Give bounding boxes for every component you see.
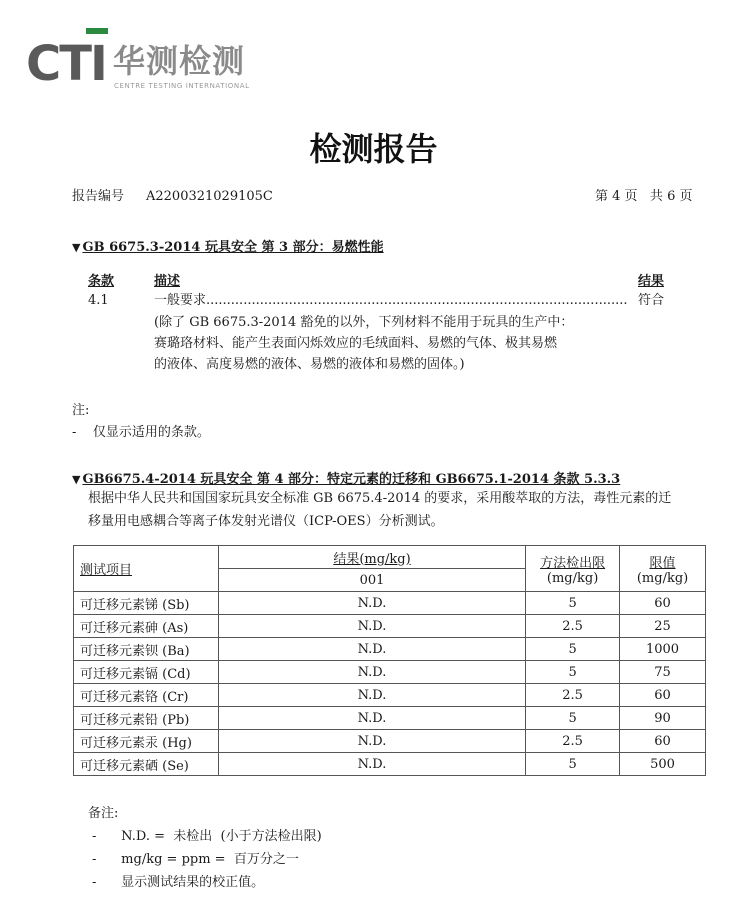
table-row bbox=[74, 638, 706, 661]
table-row bbox=[74, 684, 706, 707]
col-clause-header: 条款 bbox=[88, 274, 115, 289]
cell-limit: 25 bbox=[620, 615, 706, 638]
section2-para-line1: 根据中华人民共和国国家玩具安全标准 GB 6675.4-2014 的要求，采用酸萃取的方法，毒性元素的迁 bbox=[88, 491, 672, 506]
cell-limit: 75 bbox=[620, 661, 706, 684]
cell-limit: 60 bbox=[620, 592, 706, 615]
page-info: 第 4 页 共 6 页 bbox=[595, 189, 693, 204]
cell-item: 可迁移元素锑 (Sb) bbox=[74, 592, 219, 615]
cell-item: 可迁移元素铅 (Pb) bbox=[74, 707, 219, 730]
cell-item: 可迁移元素铬 (Cr) bbox=[74, 684, 219, 707]
table-row bbox=[74, 753, 706, 776]
col-desc-header: 描述 bbox=[154, 274, 181, 289]
desc-line-3: 赛璐珞材料、能产生表面闪烁效应的毛绒面料、易燃的气体、极其易燃 bbox=[154, 336, 558, 351]
cell-result: N.D. bbox=[218, 684, 525, 707]
section2-heading-text: GB6675.4-2014 玩具安全 第 4 部分：特定元素的迁移和 GB6675.1-2014 条款 5.3.3 bbox=[82, 472, 621, 487]
cell-item: 可迁移元素镉 (Cd) bbox=[74, 661, 219, 684]
th-limit: 限值 (mg/kg) bbox=[620, 546, 706, 592]
clause-number: 4.1 bbox=[88, 293, 109, 308]
results-table bbox=[73, 545, 706, 776]
cell-mdl: 5 bbox=[526, 638, 620, 661]
table-row bbox=[74, 707, 706, 730]
cell-item: 可迁移元素汞 (Hg) bbox=[74, 730, 219, 753]
desc-line-2: (除了 GB 6675.3-2014 豁免的以外，下列材料不能用于玩具的生产中： bbox=[154, 315, 574, 330]
cell-result: N.D. bbox=[218, 707, 525, 730]
triangle-icon: ▼ bbox=[72, 473, 81, 486]
note1-item: - 仅显示适用的条款。 bbox=[72, 425, 210, 440]
cell-item: 可迁移元素钡 (Ba) bbox=[74, 638, 219, 661]
triangle-icon: ▼ bbox=[72, 241, 81, 254]
cell-item: 可迁移元素砷 (As) bbox=[74, 615, 219, 638]
cell-result: N.D. bbox=[218, 638, 525, 661]
notes2-item-1: - N.D. = 未检出 (小于方法检出限) bbox=[92, 829, 322, 844]
section2-para-line2: 移量用电感耦合等离子体发射光谱仪（ICP-OES）分析测试。 bbox=[88, 514, 444, 529]
cell-result: N.D. bbox=[218, 615, 525, 638]
cell-mdl: 2.5 bbox=[526, 615, 620, 638]
section1-heading bbox=[72, 236, 384, 255]
cell-mdl: 2.5 bbox=[526, 730, 620, 753]
logo-brand: CTI bbox=[26, 36, 106, 92]
cell-limit: 60 bbox=[620, 730, 706, 753]
cell-limit: 90 bbox=[620, 707, 706, 730]
th-mdl: 方法检出限 (mg/kg) bbox=[526, 546, 620, 592]
note1-label: 注: bbox=[72, 403, 90, 418]
report-no: A2200321029105C bbox=[146, 189, 273, 204]
logo-accent-bar bbox=[86, 28, 108, 34]
logo-name-cn: 华测检测 bbox=[113, 42, 246, 80]
clause-result: 符合 bbox=[638, 293, 665, 308]
th-result: 结果(mg/kg) bbox=[218, 546, 525, 569]
cell-mdl: 2.5 bbox=[526, 684, 620, 707]
th-sample-001: 001 bbox=[218, 569, 525, 592]
report-no-label: 报告编号 bbox=[72, 189, 125, 204]
table-row bbox=[74, 730, 706, 753]
cell-mdl: 5 bbox=[526, 592, 620, 615]
table-row bbox=[74, 615, 706, 638]
desc-line-1: 一般要求...................................................................................................... bbox=[154, 293, 628, 308]
th-test-item: 测试项目 bbox=[74, 546, 219, 592]
logo-name-en: CENTRE TESTING INTERNATIONAL bbox=[114, 82, 250, 90]
cell-mdl: 5 bbox=[526, 661, 620, 684]
cell-result: N.D. bbox=[218, 730, 525, 753]
notes2-label: 备注: bbox=[88, 806, 119, 821]
section1-heading-text: GB 6675.3-2014 玩具安全 第 3 部分：易燃性能 bbox=[82, 240, 384, 255]
page-title: 检测报告 bbox=[309, 130, 438, 168]
table-row bbox=[74, 661, 706, 684]
table-header-row bbox=[74, 546, 706, 569]
cell-result: N.D. bbox=[218, 592, 525, 615]
section2-heading bbox=[72, 468, 620, 487]
cell-result: N.D. bbox=[218, 661, 525, 684]
cell-mdl: 5 bbox=[526, 753, 620, 776]
cell-item: 可迁移元素硒 (Se) bbox=[74, 753, 219, 776]
cell-mdl: 5 bbox=[526, 707, 620, 730]
notes2-item-3: - 显示测试结果的校正值。 bbox=[92, 875, 265, 890]
col-result-header: 结果 bbox=[638, 274, 665, 289]
table-row bbox=[74, 592, 706, 615]
cell-limit: 1000 bbox=[620, 638, 706, 661]
desc-line-4: 的液体、高度易燃的液体、易燃的液体和易燃的固体。) bbox=[154, 357, 465, 372]
cell-limit: 60 bbox=[620, 684, 706, 707]
cell-result: N.D. bbox=[218, 753, 525, 776]
notes2-item-2: - mg/kg = ppm = 百万分之一 bbox=[92, 852, 299, 867]
cell-limit: 500 bbox=[620, 753, 706, 776]
